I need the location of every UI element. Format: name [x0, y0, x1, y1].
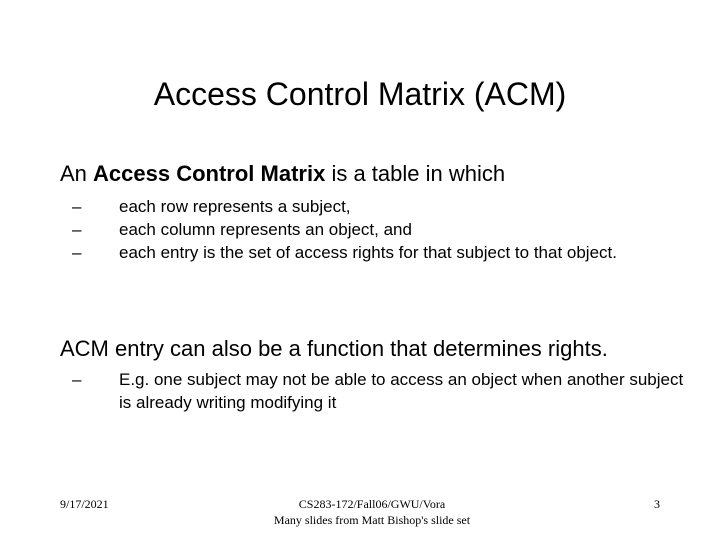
bullet-item — [72, 241, 692, 264]
bullet-dash: – — [72, 243, 82, 262]
intro-term: Access Control Matrix — [93, 161, 326, 186]
bullet-dash: – — [72, 197, 82, 216]
function-paragraph: ACM entry can also be a function that determines rights. — [60, 336, 608, 361]
bullet-list-definition — [72, 195, 692, 264]
slide-title: Access Control Matrix (ACM) — [153, 76, 567, 112]
footer-date: 9/17/2021 — [60, 497, 109, 511]
bullet-dash: – — [72, 370, 82, 389]
bullet-text: each entry is the set of access rights for that subject to that object. — [119, 243, 617, 262]
footer-credit-line: Many slides from Matt Bishop's slide set — [273, 513, 471, 527]
footer-course — [200, 496, 544, 528]
bullet-item — [72, 218, 692, 241]
bullet-text: each column represents an object, and — [119, 220, 412, 239]
intro-paragraph — [60, 160, 700, 188]
footer-course-line: CS283-172/Fall06/GWU/Vora — [298, 497, 446, 511]
intro-prefix: An — [60, 161, 94, 186]
bullet-item — [72, 195, 692, 218]
bullet-text: each row represents a subject, — [119, 197, 351, 216]
intro-suffix: is a table in which — [325, 161, 506, 186]
bullet-dash: – — [72, 220, 82, 239]
bullet-text: E.g. one subject may not be able to access an object when another subject is already writing modifying it — [119, 370, 684, 412]
footer-page-number: 3 — [654, 497, 660, 511]
bullet-item — [72, 368, 692, 414]
bullet-list-example — [72, 368, 692, 414]
